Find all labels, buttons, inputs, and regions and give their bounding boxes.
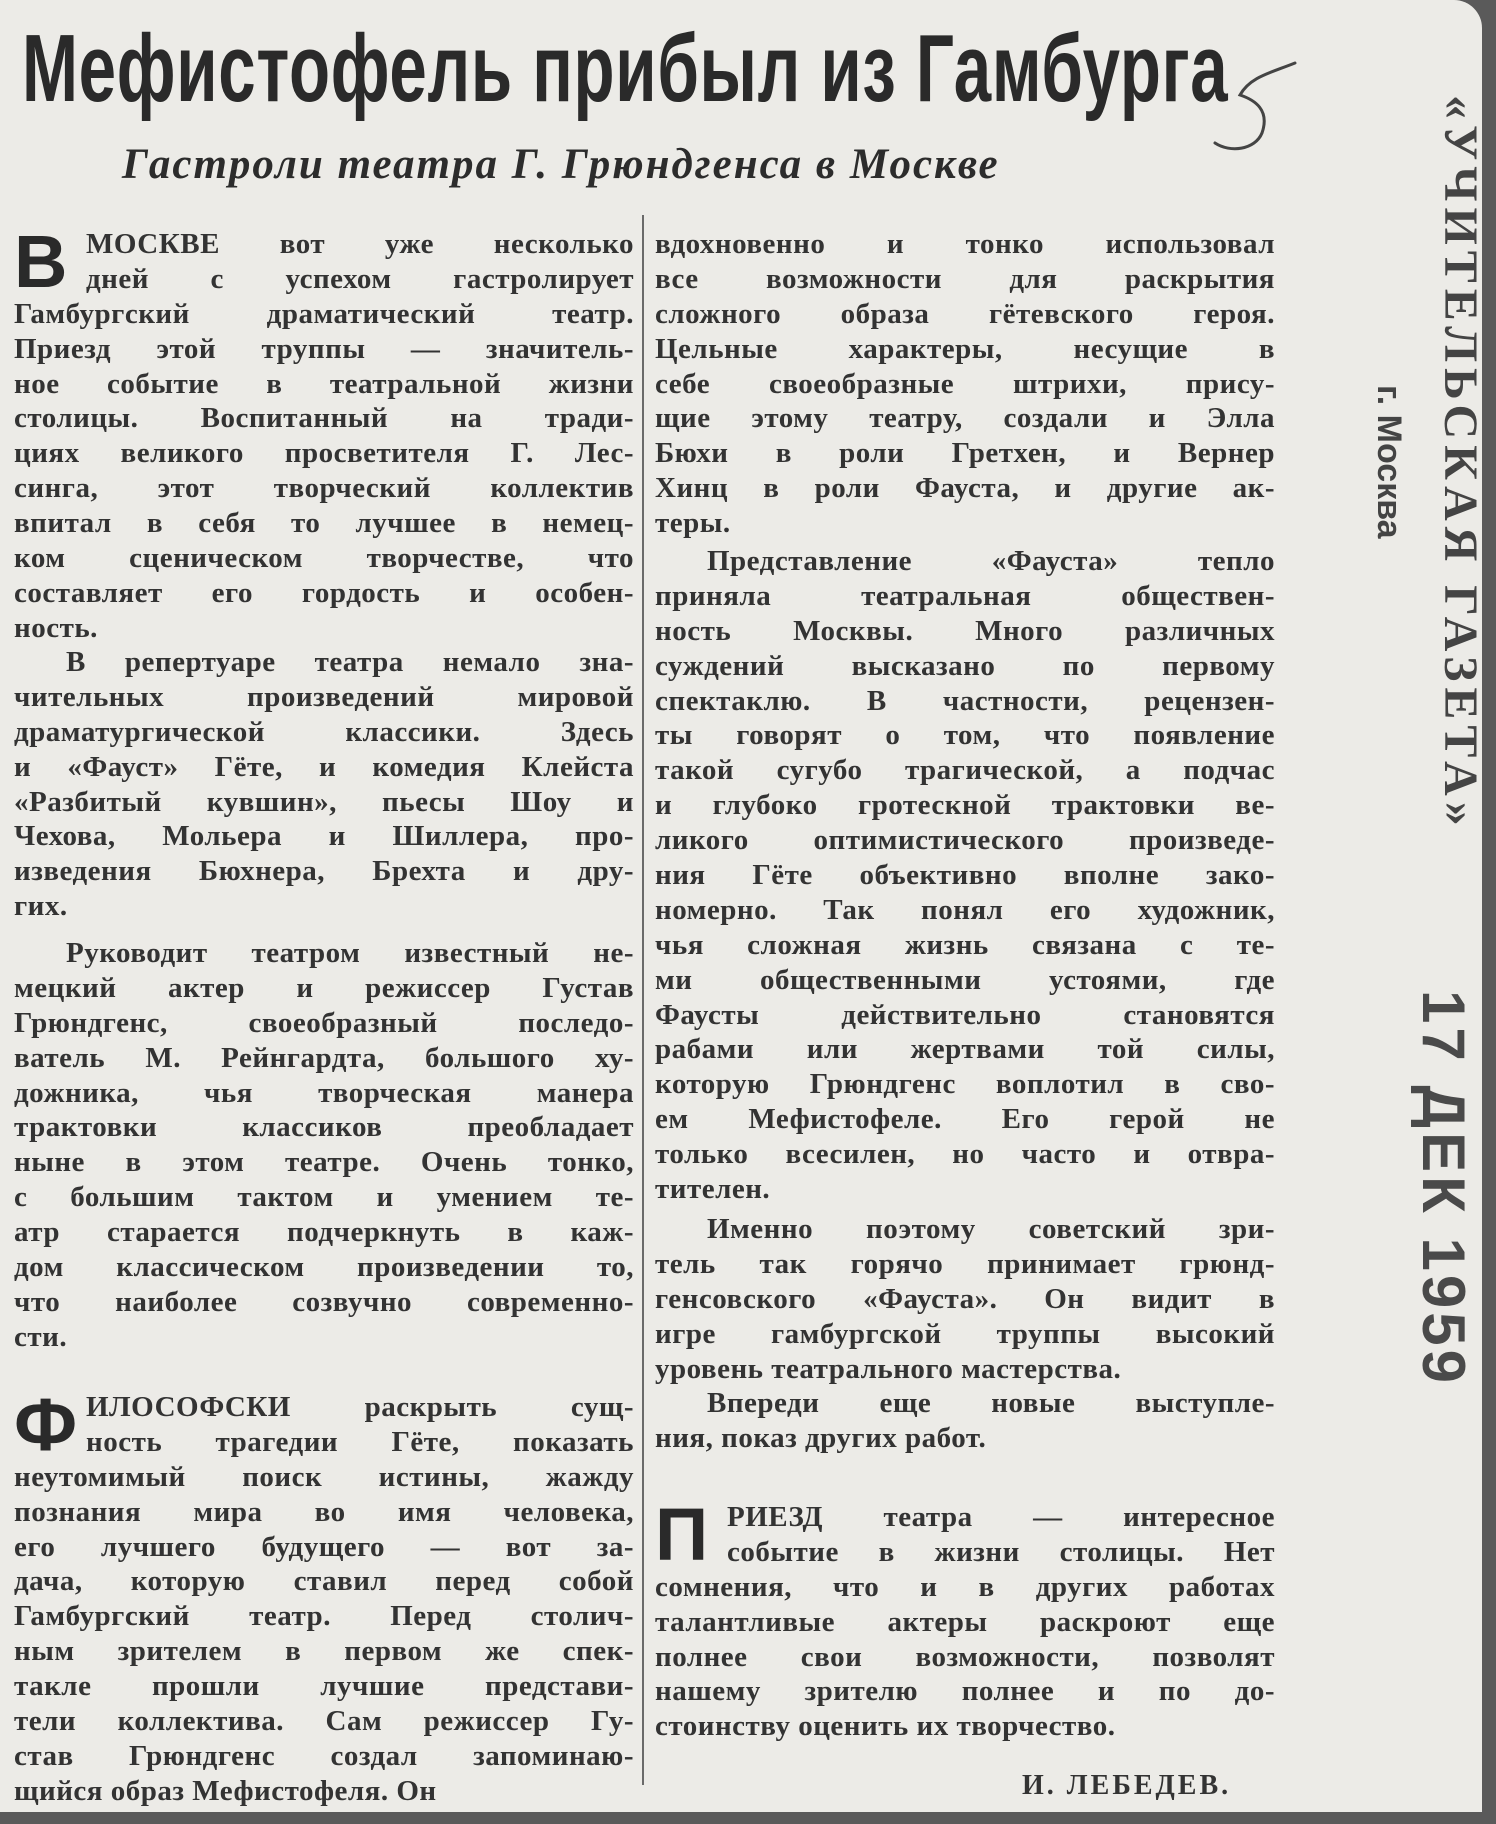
stamp-newspaper-name: «УЧИТЕЛЬСКАЯ ГАЗЕТА»: [1434, 95, 1487, 832]
text-line: щийся образ Мефистофеля. Он: [14, 1774, 437, 1807]
text-line: изведения Бюхнера, Брехта и дру-: [14, 855, 634, 888]
text-line: МОСКВЕ вот уже несколько: [86, 228, 634, 260]
text-line: рабами или жертвами той силы,: [655, 1033, 1275, 1066]
text-line: В репертуаре театра немало зна-: [66, 646, 634, 678]
article-paragraph: [14, 936, 634, 1355]
text-line: ния Гёте объективно вполне зако-: [655, 859, 1275, 892]
column-divider: [642, 215, 644, 1785]
text-line: Представление «Фауста» тепло: [707, 545, 1275, 577]
text-line: спектаклю. В частности, рецензен-: [655, 684, 1275, 717]
text-line: Гамбургский драматический театр.: [14, 297, 634, 330]
text-line: все возможности для раскрытия: [655, 262, 1275, 295]
text-line: уровень театрального мастерства.: [655, 1352, 1122, 1385]
article-paragraph: [14, 220, 634, 646]
text-line: столицы. Воспитанный на тради-: [14, 402, 634, 435]
text-line: неутомимый поиск истины, жажду: [14, 1460, 634, 1493]
text-line: атр старается подчеркнуть в каж-: [14, 1216, 634, 1249]
article-paragraph: [14, 645, 634, 924]
text-line: ликого оптимистического произведе-: [655, 824, 1275, 857]
text-line: циях великого просветителя Г. Лес-: [14, 437, 634, 470]
text-line: ты говорят о том, что появление: [655, 719, 1275, 752]
text-line: сти.: [14, 1320, 68, 1353]
text-line: РИЕЗД театра — интересное: [727, 1501, 1275, 1533]
text-line: генсовского «Фауста». Он видит в: [655, 1282, 1275, 1315]
text-line: ность трагедии Гёте, показать: [86, 1425, 634, 1458]
text-line: став Грюндгенс создал запоминаю-: [14, 1739, 634, 1772]
text-line: ми общественными устоями, где: [655, 963, 1275, 996]
drop-cap: Ф: [14, 1383, 78, 1466]
headline: Мефистофель прибыл из Гамбурга: [22, 15, 1229, 122]
text-line: талантливые актеры раскроют еще: [655, 1605, 1275, 1638]
text-line: познания мира во имя человека,: [14, 1495, 634, 1528]
text-line: впитал в себя то лучшее в немец-: [14, 507, 634, 540]
text-line: драматургической классики. Здесь: [14, 715, 634, 748]
text-line: такой сугубо трагической, а подчас: [655, 754, 1275, 787]
text-line: и «Фауст» Гёте, и комедия Клейста: [14, 750, 634, 783]
text-line: Приезд этой труппы — значитель-: [14, 332, 634, 365]
stamp-city: г. Москва: [1370, 385, 1408, 539]
article-paragraph: [655, 1493, 1275, 1744]
text-line: такле прошли лучшие представи-: [14, 1670, 634, 1703]
text-line: себе своеобразные штрихи, прису-: [655, 367, 1275, 400]
text-line: Впереди еще новые выступле-: [707, 1387, 1275, 1419]
text-line: тель так горячо принимает грюнд-: [655, 1247, 1275, 1280]
subheadline: Гастроли театра Г. Грюндгенса в Москве: [122, 141, 1000, 188]
text-line: ность.: [14, 611, 98, 644]
text-line: только всесилен, но часто и отвра-: [655, 1138, 1275, 1171]
text-line: стоинству оценить их творчество.: [655, 1710, 1116, 1743]
drop-cap: В: [14, 220, 68, 303]
drop-cap: П: [655, 1493, 709, 1576]
text-line: Чехова, Мольера и Шиллера, про-: [14, 820, 634, 853]
text-line: составляет его гордость и особен-: [14, 576, 634, 609]
author-signature: И. ЛЕБЕДЕВ.: [1022, 1770, 1232, 1801]
text-line: ватель М. Рейнгардта, большого ху-: [14, 1041, 634, 1074]
text-line: синга, этот творческий коллектив: [14, 472, 634, 505]
text-line: полнее свои возможности, позволят: [655, 1640, 1275, 1673]
handwritten-mark-5: [1200, 55, 1310, 165]
text-line: чительных произведений мировой: [14, 680, 634, 713]
article-paragraph: [655, 227, 1275, 541]
text-line: его лучшего будущего — вот за-: [14, 1530, 634, 1563]
text-line: что наиболее созвучно современно-: [14, 1285, 634, 1318]
text-line: приняла театральная обществен-: [655, 579, 1275, 612]
text-line: которую Грюндгенс воплотил в сво-: [655, 1068, 1275, 1101]
text-line: ныне в этом театре. Очень тонко,: [14, 1146, 634, 1179]
text-line: гих.: [14, 890, 68, 923]
text-line: тителен.: [655, 1173, 771, 1206]
stamp-date: 17 ДЕК 1959: [1410, 990, 1477, 1387]
text-line: дней с успехом гастролирует: [86, 262, 634, 295]
text-line: ным зрителем в первом же спек-: [14, 1635, 634, 1668]
text-line: Хинц в роли Фауста, и другие ак-: [655, 472, 1275, 505]
text-line: и глубоко гротескной трактовки ве-: [655, 789, 1275, 822]
text-line: суждений высказано по первому: [655, 649, 1275, 682]
text-line: ния, показ других работ.: [655, 1421, 987, 1454]
text-line: дожника, чья творческая манера: [14, 1076, 634, 1109]
text-line: щие этому театру, создали и Элла: [655, 402, 1275, 435]
text-line: теры.: [655, 507, 731, 540]
article-paragraph: [655, 1212, 1275, 1386]
text-line: Именно поэтому советский зри-: [707, 1213, 1275, 1245]
text-line: чья сложная жизнь связана с те-: [655, 928, 1275, 961]
text-line: с большим тактом и умением те-: [14, 1181, 634, 1214]
text-line: Бюхи в роли Гретхен, и Вернер: [655, 437, 1275, 470]
text-line: ИЛОСОФСКИ раскрыть сущ-: [86, 1391, 634, 1423]
text-line: событие в жизни столицы. Нет: [727, 1535, 1275, 1568]
text-line: сложного образа гётевского героя.: [655, 297, 1275, 330]
article-paragraph: [655, 1386, 1275, 1456]
text-line: Фаусты действительно становятся: [655, 998, 1275, 1031]
text-line: ком сценическом творчестве, что: [14, 542, 634, 575]
text-line: дача, которую ставил перед собой: [14, 1565, 634, 1598]
text-line: мецкий актер и режиссер Густав: [14, 971, 634, 1004]
text-line: вдохновенно и тонко использовал: [655, 228, 1275, 260]
text-line: игре гамбургской труппы высокий: [655, 1317, 1275, 1350]
text-line: дом классическом произведении то,: [14, 1251, 634, 1284]
text-line: номерно. Так понял его художник,: [655, 893, 1275, 926]
text-line: ное событие в театральной жизни: [14, 367, 634, 400]
text-line: тели коллектива. Сам режиссер Гу-: [14, 1705, 634, 1738]
text-line: Гамбургский театр. Перед столич-: [14, 1600, 634, 1633]
text-line: Цельные характеры, несущие в: [655, 332, 1275, 365]
text-line: нашему зрителю полнее и по до-: [655, 1675, 1275, 1708]
text-line: ность Москвы. Много различных: [655, 614, 1275, 647]
text-line: трактовки классиков преобладает: [14, 1111, 634, 1144]
text-line: сомнения, что и в других работах: [655, 1570, 1275, 1603]
article-paragraph: [14, 1383, 634, 1809]
article-paragraph: [655, 544, 1275, 1207]
text-line: Руководит театром известный не-: [66, 937, 634, 969]
text-line: Грюндгенс, своеобразный последо-: [14, 1006, 634, 1039]
text-line: «Разбитый кувшин», пьесы Шоу и: [14, 785, 634, 818]
text-line: ем Мефистофеле. Его герой не: [655, 1103, 1275, 1136]
